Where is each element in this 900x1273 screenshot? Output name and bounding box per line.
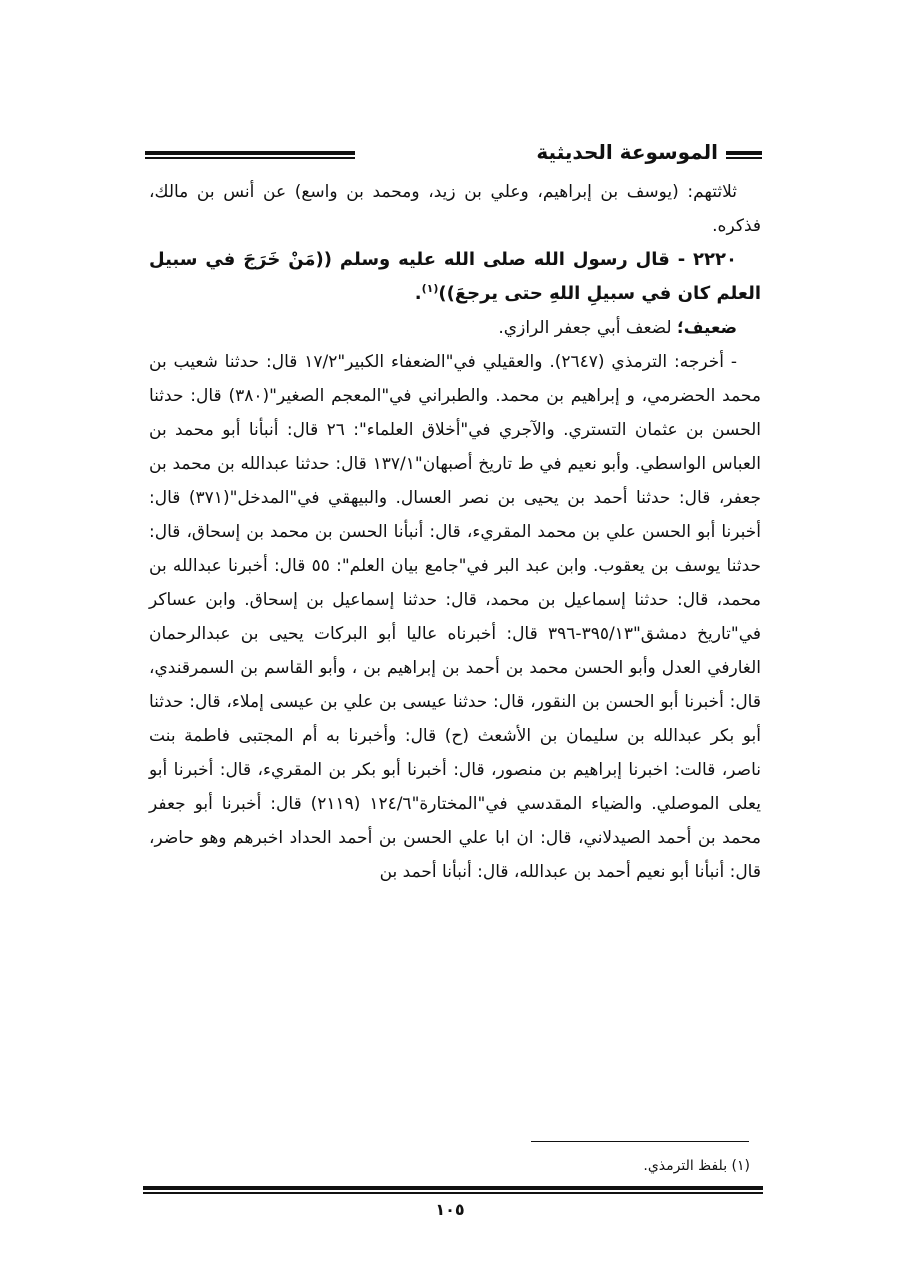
hadith-end: .	[414, 283, 422, 304]
paragraph-chain: ثلاثتهم: (يوسف بن إبراهيم، وعلي بن زيد، ومحمد بن واسع) عن أنس بن مالك، فذكره.	[149, 182, 761, 236]
grade-label: ضعيف؛	[676, 318, 737, 338]
header-rule-left	[145, 151, 355, 160]
hadith-text: ٢٢٢٠ - قال رسول الله صلى الله عليه وسلم ((مَنْ خَرَجَ في سبيل العلم كان في سبيلِ اللهِ حتى يرجعَ))	[149, 249, 761, 304]
hadith-paragraph	[149, 243, 761, 311]
main-text	[149, 175, 761, 889]
page-number: ١٠٥	[435, 1200, 465, 1219]
header-rule-right	[726, 151, 762, 160]
footer-rule-thick	[143, 1186, 763, 1190]
footnote-reference: (١)	[421, 282, 439, 295]
takhrij-paragraph: - أخرجه: الترمذي (٢٦٤٧). والعقيلي في"الضعفاء الكبير"١٧/٢ قال: حدثنا شعيب بن محمد الحضرمي، و إبراهيم بن محمد. والطبراني في"المعجم الصغير"(٣٨٠) قال: حدثنا الحسن بن عثمان التستري. والآجري في"أخلاق العلماء": ٢٦ قال: أنبأنا أبو محمد بن العباس الواسطي. وأبو نعيم في ط تاريخ أصبهان"١٣٧/١ قال: حدثنا عبدالله بن محمد بن جعفر، قال: حدثنا أحمد بن يحيى بن نصر العسال. والبيهقي في"المدخل"(٣٧١) قال: أخبرنا أبو الحسن علي بن محمد المقريء، قال: أنبأنا الحسن بن محمد بن إسحاق، قال: حدثنا يوسف بن يعقوب. وابن عبد البر في"جامع بيان العلم": ٥٥ قال: أخبرنا عبدالله بن محمد، قال: حدثنا إسماعيل بن محمد، قال: حدثنا إسماعيل بن إسحاق. وابن عساكر في"تاريخ دمشق"٣٩٥/١٣-٣٩٦ قال: أخبرناه عاليا أبو البركات يحيى بن عبدالرحمان الغارفي العدل وأبو الحسن محمد بن أحمد بن إبراهيم بن ، وأبو القاسم بن السمرقندي، قال: أخبرنا أبو الحسن بن النقور، قال: حدثنا عيسى بن علي بن عيسى إملاء، قال: حدثنا أبو بكر عبدالله بن سليمان بن الأشعث (ح) قال: وأخبرنا به أم المجتبى فاطمة بنت ناصر، قالت: اخبرنا إبراهيم بن منصور، قال: أخبرنا أبو بكر بن المقريء، قال: أخبرنا أبو يعلى الموصلي. والضياء المقدسي في"المختارة"١٢٤/٦ (٢١١٩) قال: أخبرنا أبو جعفر محمد بن أحمد الصيدلاني، قال: ان ابا علي الحسن بن أحمد الحداد اخبرهم وهو حاضر، قال: أنبأنا أبو نعيم أحمد بن عبدالله، قال: أنبأنا أحمد بن	[149, 352, 762, 882]
running-header	[145, 142, 762, 168]
header-title: الموسوعة الحديثية	[536, 140, 718, 164]
footer-rule-thin	[143, 1192, 763, 1194]
grade-reason: لضعف أبي جعفر الرازي.	[498, 318, 677, 338]
footnote: (١) بلفظ الترمذي.	[643, 1158, 750, 1174]
footnote-separator	[531, 1141, 749, 1142]
grade-paragraph	[149, 311, 761, 345]
